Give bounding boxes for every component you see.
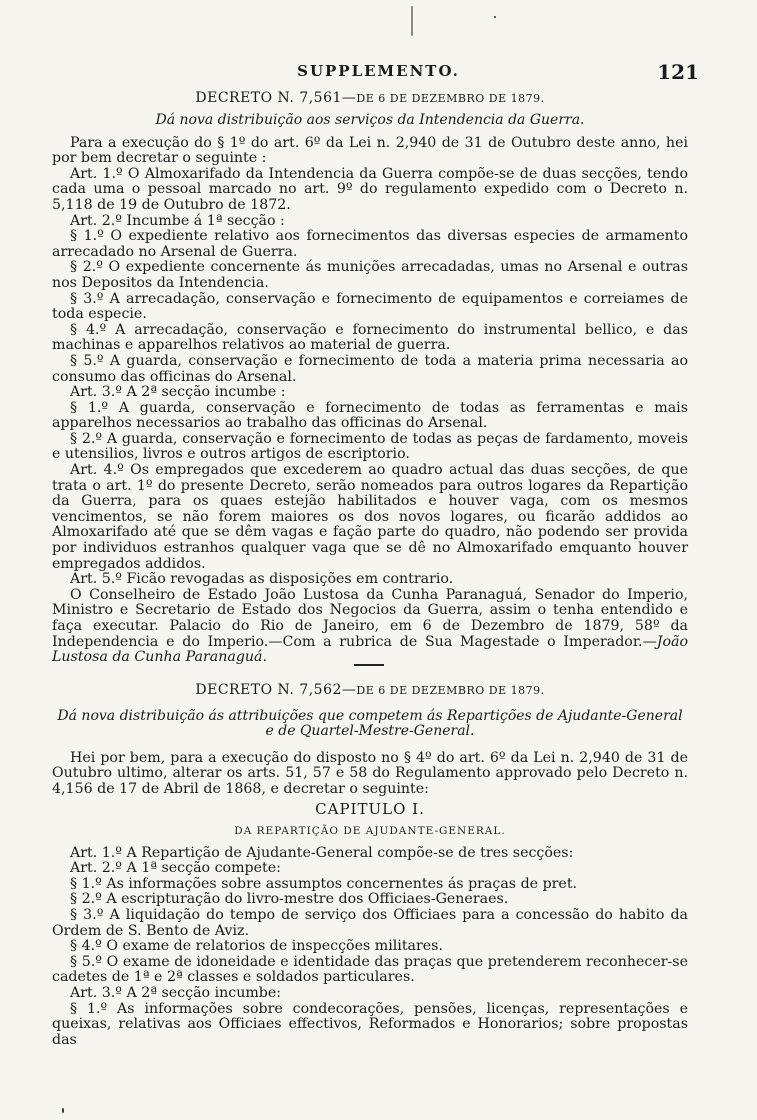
- decree-body: [52, 846, 688, 1049]
- paragraph: § 2.º O expediente concernente ás munições arrecadadas, umas no Arsenal e outras nos Depositos da Intendencia.: [52, 259, 688, 291]
- chapter-heading: CAPITULO I.: [315, 800, 425, 819]
- paragraph: § 5.º A guarda, conservação e fornecimento de toda a materia prima necessaria ao consumo das officinas do Arsenal.: [52, 352, 688, 385]
- paragraph: Art. 1.º A Repartição de Ajudante-General compõe-se de tres secções:: [70, 844, 574, 861]
- decree-body: [52, 136, 688, 666]
- decree-heading: [52, 683, 688, 699]
- decree-subtitle: Dá nova distribuição aos serviços da Intendencia da Guerra.: [155, 111, 585, 128]
- page-header: [0, 60, 757, 86]
- scan-mark: [494, 16, 496, 18]
- paragraph: Hei por bem, para a execução do disposto no § 4º do art. 6º da Lei n. 2,940 de 31 de Outubro ultimo, alterar os arts. 51, 57 e 58 do Regulamento approvado pelo Decreto n. 4,156 de 17 de Abril de 1868, e decretar o seguinte:: [52, 749, 688, 797]
- page-number: 121: [657, 60, 699, 84]
- decree-7561: [52, 91, 688, 666]
- paragraph: Para a execução do § 1º do art. 6º da Lei n. 2,940 de 31 de Outubro deste anno, hei por bem decretar o seguinte :: [52, 134, 688, 167]
- paragraph: Art. 5.º Ficão revogadas as disposições em contrario.: [70, 571, 454, 588]
- decree-subtitle: [52, 709, 688, 739]
- scan-mark: [62, 1108, 64, 1113]
- separator-rule: [354, 664, 384, 666]
- paragraph: § 1.º O expediente relativo aos fornecimentos das diversas especies de armamento arrecadado no Arsenal de Guerra.: [52, 228, 688, 260]
- section-title: DA REPARTIÇÃO DE AJUDANTE-GENERAL.: [234, 824, 506, 837]
- decree-heading: [52, 91, 688, 107]
- decree-number: DECRETO N. 7,562—: [195, 682, 357, 698]
- paragraph: Art. 1.º O Almoxarifado da Intendencia da Guerra compõe-se de duas secções, tendo cada uma o pessoal marcado no art. 9º do regulamento expedido com o Decreto n. 5,118 de 19 de Outubro de 1872.: [52, 165, 688, 213]
- paragraph: § 5.º O exame de idoneidade e identidade das praças que pretenderem reconhecer-se cadetes de 1ª e 2ª classes e soldados particulares.: [52, 953, 688, 986]
- paragraph: § 4.º O exame de relatorios de inspecções militares.: [70, 938, 443, 955]
- paragraph: § 4.º A arrecadação, conservação e fornecimento do instrumental bellico, e das machinas e apparelhos relativos ao material de guerra.: [52, 321, 688, 354]
- subtitle-line: Dá nova distribuição ás attribuições que competem ás Repartições de Ajudante-General: [57, 707, 683, 724]
- paragraph: Art. 3.º A 2ª secção incumbe:: [70, 984, 282, 1001]
- paragraph: Art. 2.º A 1ª secção compete:: [70, 860, 281, 877]
- paragraph: Art. 2.º Incumbe á 1ª secção :: [70, 212, 285, 229]
- decree-date: DE 6 DE DEZEMBRO DE 1879.: [356, 684, 545, 697]
- paragraph: § 3.º A arrecadação, conservação e fornecimento de equipamentos e correiames de toda especie.: [52, 290, 688, 323]
- running-title: SUPPLEMENTO.: [297, 62, 460, 80]
- paragraph: § 1.º As informações sobre condecorações, pensões, licenças, representações e queixas, relativas aos Officiaes effectivos, Reformados e Honorarios; sobre propostas das: [52, 1000, 688, 1048]
- decree-7562: [52, 683, 688, 1048]
- scan-mark: [411, 6, 413, 36]
- paragraph: § 1.º A guarda, conservação e fornecimento de todas as ferramentas e mais apparelhos necessarios ao trabalho das officinas do Arsenal.: [52, 399, 688, 432]
- paragraph: § 2.º A escripturação do livro-mestre dos Officiaes-Generaes.: [70, 891, 509, 908]
- paragraph: § 2.º A guarda, conservação e fornecimento de todas as peças de fardamento, moveis e utensilios, livros e outros artigos de escriptorio.: [52, 430, 688, 463]
- paragraph: Art. 3.º A 2ª secção incumbe :: [70, 384, 286, 401]
- paragraph: § 1.º As informações sobre assumptos concernentes ás praças de pret.: [70, 875, 578, 892]
- signature: João Lustosa da Cunha Paranaguá.: [52, 633, 688, 666]
- paragraph: Art. 4.º Os empregados que excederem ao quadro actual das duas secções, de que trata o art. 1º do presente Decreto, serão nomeados para outros logares da Repartição da Guerra, para os quaes estejão habilitados e houver vaga, com os mesmos vencimentos, se não forem maiores os dos novos logares, ou ficarão addidos ao Almoxarifado até que se dêm vagas e fação parte do quadro, não podendo ser provida por individuos estranhos qualquer vaga que se dê no Almoxarifado emquanto houver empregados addidos.: [52, 462, 688, 572]
- decree-number: DECRETO N. 7,561—: [195, 90, 357, 106]
- paragraph: § 3.º A liquidação do tempo de serviço dos Officiaes para a concessão do habito da Ordem de S. Bento de Aviz.: [52, 906, 688, 939]
- decree-date: DE 6 DE DEZEMBRO DE 1879.: [356, 92, 545, 105]
- closing-text: O Conselheiro de Estado João Lustosa da Cunha Paranaguá, Senador do Imperio, Ministro e Secretario de Estado dos Negocios da Guerra, assim o tenha entendido e faça executar. Palacio do Rio de Janeiro, em 6 de Dezembro de 1879, 58º da Independencia e do Imperio.—Com a rubrica de Sua Magestade o Imperador.—: [52, 586, 688, 650]
- decree-intro: [52, 751, 688, 798]
- closing-paragraph: [52, 588, 688, 666]
- subtitle-line: e de Quartel-Mestre-General.: [265, 722, 475, 739]
